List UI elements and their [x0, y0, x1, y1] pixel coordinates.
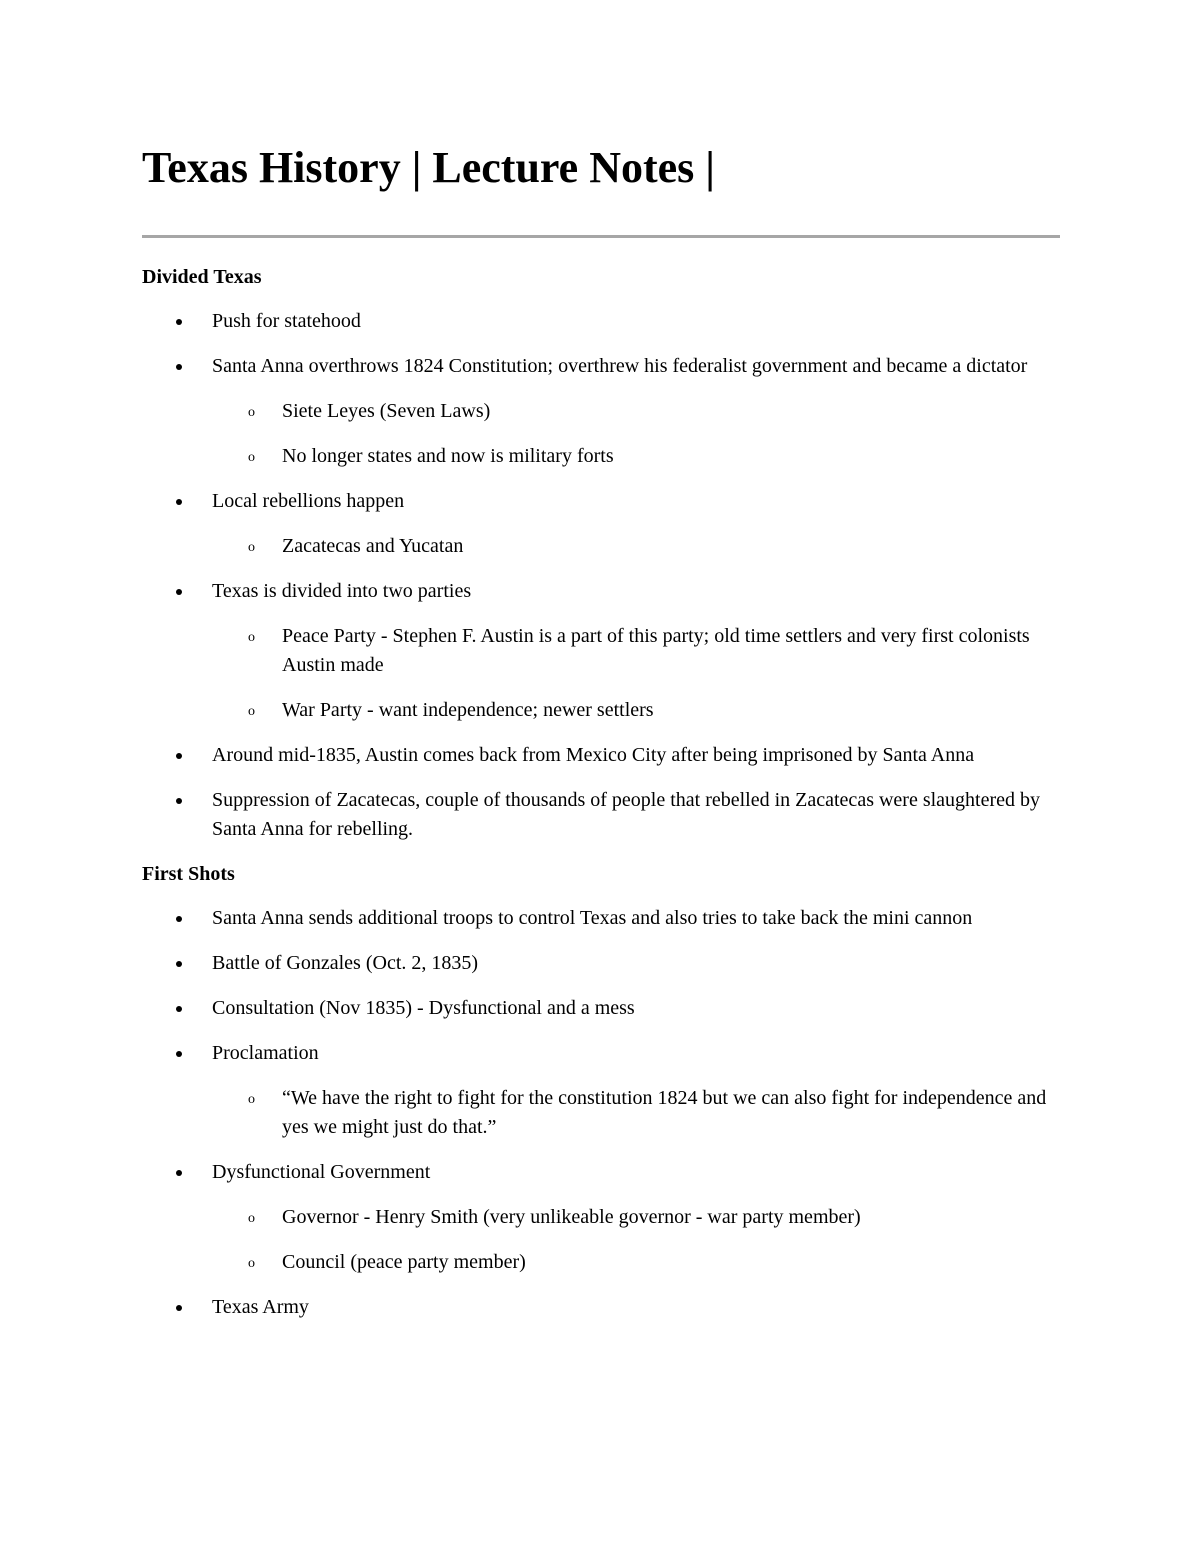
- bullet-icon: [176, 961, 182, 967]
- bullet-icon: [176, 319, 182, 325]
- bullet-icon: [176, 753, 182, 759]
- section-heading: Divided Texas: [142, 266, 262, 288]
- circle-bullet-icon: o: [248, 1256, 255, 1271]
- list-item-text: Santa Anna overthrows 1824 Constitution; overthrew his federalist government and became a dictator: [212, 355, 1028, 377]
- circle-bullet-icon: o: [248, 1211, 255, 1226]
- page-title: Texas History | Lecture Notes |: [142, 143, 715, 192]
- list-item: [142, 994, 1060, 1023]
- bullet-icon: [176, 916, 182, 922]
- sub-list-item-text: Siete Leyes (Seven Laws): [282, 400, 491, 422]
- list-item-text: Texas Army: [212, 1296, 309, 1318]
- sub-bullet-list: [212, 1084, 1060, 1142]
- list-item: [142, 487, 1060, 561]
- circle-bullet-icon: o: [248, 1092, 255, 1107]
- list-item: [142, 1293, 1060, 1322]
- circle-bullet-icon: o: [248, 630, 255, 645]
- circle-bullet-icon: o: [248, 704, 255, 719]
- notes-content: [142, 263, 1060, 1338]
- bullet-list: [142, 904, 1060, 1322]
- list-item: [142, 577, 1060, 725]
- sub-list-item-text: War Party - want independence; newer settlers: [282, 699, 654, 721]
- sub-list-item-text: Council (peace party member): [282, 1251, 526, 1273]
- list-item: [142, 904, 1060, 933]
- list-item: [142, 786, 1060, 844]
- sub-list-item: [212, 442, 1060, 471]
- sub-list-item: [212, 532, 1060, 561]
- sub-list-item-text: “We have the right to fight for the constitution 1824 but we can also fight for independence and yes we might just do that.”: [282, 1087, 1047, 1138]
- list-item: [142, 1158, 1060, 1277]
- bullet-icon: [176, 589, 182, 595]
- bullet-list: [142, 307, 1060, 844]
- sub-list-item-text: Governor - Henry Smith (very unlikeable governor - war party member): [282, 1206, 861, 1228]
- bullet-icon: [176, 364, 182, 370]
- sub-list-item: [212, 1203, 1060, 1232]
- list-item-text: Suppression of Zacatecas, couple of thousands of people that rebelled in Zacatecas were slaughtered by Santa Anna for rebelling.: [212, 789, 1041, 840]
- title-divider: [142, 235, 1060, 238]
- list-item-text: Battle of Gonzales (Oct. 2, 1835): [212, 952, 479, 974]
- bullet-icon: [176, 499, 182, 505]
- list-item-text: Texas is divided into two parties: [212, 580, 472, 602]
- sub-list-item: [212, 696, 1060, 725]
- list-item-text: Local rebellions happen: [212, 490, 405, 512]
- sub-list-item: [212, 1248, 1060, 1277]
- sub-list-item: [212, 622, 1060, 680]
- sub-bullet-list: [212, 532, 1060, 561]
- bullet-icon: [176, 1051, 182, 1057]
- circle-bullet-icon: o: [248, 450, 255, 465]
- circle-bullet-icon: o: [248, 540, 255, 555]
- bullet-icon: [176, 1170, 182, 1176]
- section-heading: First Shots: [142, 863, 235, 885]
- list-item-text: Santa Anna sends additional troops to control Texas and also tries to take back the mini cannon: [212, 907, 973, 929]
- list-item-text: Around mid-1835, Austin comes back from Mexico City after being imprisoned by Santa Anna: [212, 744, 975, 766]
- sub-list-item: [212, 397, 1060, 426]
- sub-bullet-list: [212, 1203, 1060, 1277]
- list-item-text: Consultation (Nov 1835) - Dysfunctional and a mess: [212, 997, 635, 1019]
- list-item-text: Push for statehood: [212, 310, 361, 332]
- circle-bullet-icon: o: [248, 405, 255, 420]
- list-item: [142, 949, 1060, 978]
- bullet-icon: [176, 798, 182, 804]
- sub-list-item-text: Peace Party - Stephen F. Austin is a part of this party; old time settlers and very first colonists Austin made: [282, 625, 1030, 676]
- bullet-icon: [176, 1006, 182, 1012]
- list-item: [142, 307, 1060, 336]
- list-item: [142, 741, 1060, 770]
- list-item: [142, 352, 1060, 471]
- sub-bullet-list: [212, 397, 1060, 471]
- sub-bullet-list: [212, 622, 1060, 725]
- list-item-text: Proclamation: [212, 1042, 319, 1064]
- sub-list-item: [212, 1084, 1060, 1142]
- sub-list-item-text: No longer states and now is military forts: [282, 445, 614, 467]
- list-item-text: Dysfunctional Government: [212, 1161, 431, 1183]
- sub-list-item-text: Zacatecas and Yucatan: [282, 535, 464, 557]
- bullet-icon: [176, 1305, 182, 1311]
- list-item: [142, 1039, 1060, 1142]
